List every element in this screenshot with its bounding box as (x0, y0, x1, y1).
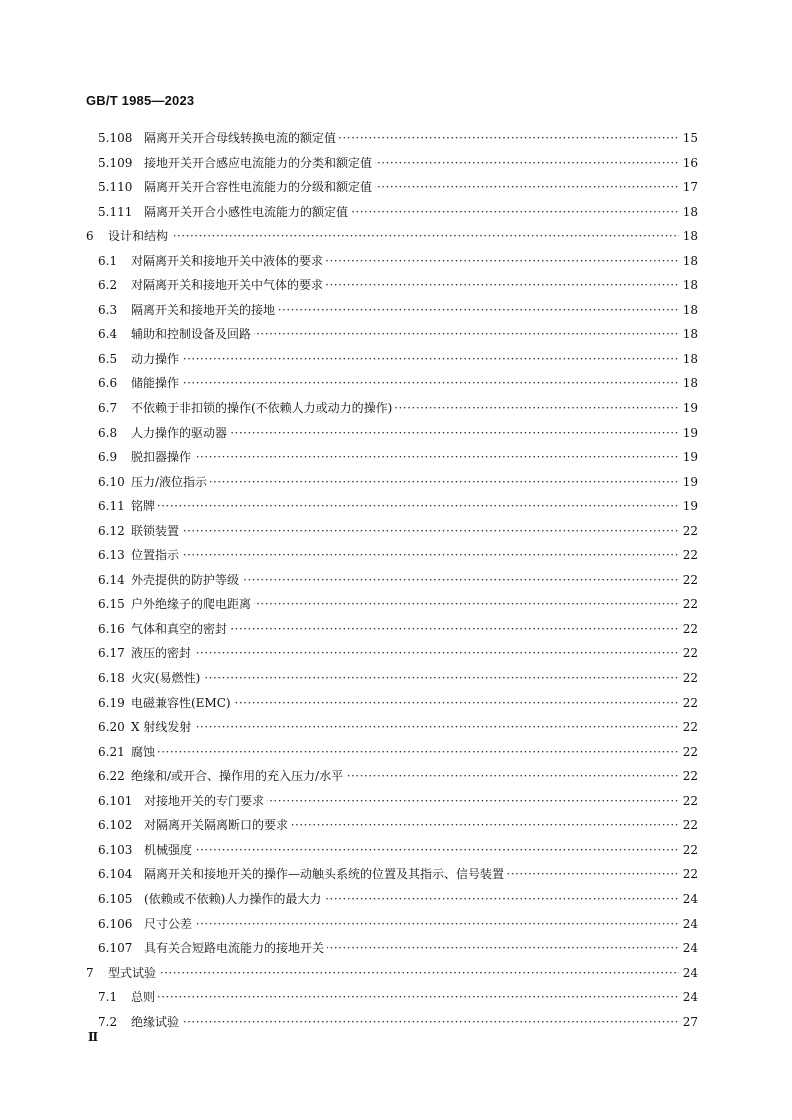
toc-entry-page: 22 (679, 789, 698, 814)
toc-entry-number: 5.110 (98, 180, 133, 195)
toc-entry[interactable] (0, 936, 792, 961)
toc-entry-number: 6.22 (98, 769, 125, 784)
toc-entry-title: 绝缘试验 (131, 1010, 182, 1035)
toc-entry-page: 24 (679, 912, 698, 937)
toc-entry-number: 6.7 (98, 401, 118, 416)
document-header: GB/T 1985—2023 (86, 93, 195, 108)
toc-entry-number: 6.11 (98, 499, 125, 514)
toc-entry[interactable] (0, 1010, 792, 1035)
toc-entry[interactable] (0, 347, 792, 372)
toc-entry-number: 6.6 (98, 376, 118, 391)
toc-entry-page: 22 (679, 617, 698, 642)
toc-entry[interactable] (0, 887, 792, 912)
toc-entry-page: 22 (679, 715, 698, 740)
toc-entry-number: 7 (86, 965, 94, 980)
toc-entry[interactable] (0, 617, 792, 642)
toc-entry-page: 18 (679, 249, 698, 274)
toc-leader-dots (131, 641, 680, 666)
toc-entry-number: 6.9 (98, 450, 118, 465)
toc-entry[interactable] (0, 151, 792, 176)
toc-leader-dots (131, 470, 680, 495)
toc-entry[interactable] (0, 396, 792, 421)
toc-entry-title: 人力操作的驱动器 (131, 421, 230, 446)
toc-entry-title: (依赖或不依赖)人力操作的最大力 (144, 887, 324, 912)
toc-entry-title: 位置指示 (131, 543, 182, 568)
toc-entry-number: 6.18 (98, 671, 125, 686)
toc-entry[interactable] (0, 789, 792, 814)
toc-entry-number: 6.104 (98, 867, 133, 882)
toc-entry-title: 隔离开关开合母线转换电流的额定值 (144, 126, 339, 151)
toc-entry-page: 18 (679, 322, 698, 347)
toc-entry-title: 总则 (131, 985, 158, 1010)
toc-entry-number: 5.108 (98, 131, 133, 145)
toc-entry-page: 22 (679, 641, 698, 666)
toc-entry-number: 6.17 (98, 646, 125, 661)
toc-entry-title: 脱扣器操作 (131, 445, 194, 470)
toc-entry-title: 隔离开关和接地开关的操作—动触头系统的位置及其指示、信号装置 (144, 862, 507, 887)
toc-entry-page: 18 (679, 347, 698, 372)
toc-leader-dots (131, 519, 680, 544)
toc-entry-number: 7.2 (98, 1014, 118, 1029)
toc-entry-page: 18 (679, 298, 698, 323)
toc-leader-dots (131, 494, 680, 519)
toc-entry-title: 设计和结构 (108, 224, 171, 249)
toc-leader-dots (131, 1010, 680, 1035)
toc-entry-page: 19 (679, 396, 698, 421)
toc-entry-page: 22 (679, 813, 698, 838)
toc-entry-page: 22 (679, 568, 698, 593)
toc-entry[interactable] (0, 740, 792, 765)
toc-entry[interactable] (0, 691, 792, 716)
toc-entry-title: 尺寸公差 (144, 912, 195, 937)
toc-entry-page: 22 (679, 666, 698, 691)
toc-entry-title: 对隔离开关隔离断口的要求 (144, 813, 291, 838)
toc-entry-page: 22 (679, 691, 698, 716)
toc-entry-number: 6.16 (98, 621, 125, 636)
toc-entry-page: 24 (679, 887, 698, 912)
toc-entry-number: 6.101 (98, 793, 133, 808)
toc-leader-dots (131, 371, 680, 396)
toc-entry-page: 19 (679, 494, 698, 519)
toc-entry-title: 绝缘和/或开合、操作用的充入压力/水平 (131, 764, 346, 789)
toc-entry[interactable] (0, 470, 792, 495)
toc-entry-title: 接地开关开合感应电流能力的分类和额定值 (144, 151, 375, 176)
toc-entry-number: 6.20 (98, 720, 125, 735)
toc-entry-number: 6.14 (98, 572, 125, 587)
toc-entry-number: 7.1 (98, 990, 118, 1005)
toc-entry-number: 6.21 (98, 744, 125, 759)
toc-entry[interactable] (0, 126, 792, 151)
toc-entry[interactable] (0, 666, 792, 691)
toc-entry-page: 22 (679, 519, 698, 544)
toc-entry-number: 6.5 (98, 351, 118, 366)
toc-entry[interactable] (0, 961, 792, 986)
toc-leader-dots (131, 445, 680, 470)
toc-entry[interactable] (0, 543, 792, 568)
toc-entry-title: 液压的密封 (131, 641, 194, 666)
toc-entry-title: 对隔离开关和接地开关中气体的要求 (131, 273, 326, 298)
toc-entry-title: 对接地开关的专门要求 (144, 789, 267, 814)
toc-entry[interactable] (0, 175, 792, 200)
toc-leader-dots (131, 666, 680, 691)
toc-entry[interactable] (0, 568, 792, 593)
toc-entry-title: 隔离开关开合容性电流能力的分级和额定值 (144, 175, 375, 200)
table-of-contents (0, 126, 792, 1034)
toc-entry-title: 户外绝缘子的爬电距离 (131, 592, 254, 617)
toc-entry-title: 外壳提供的防护等级 (131, 568, 242, 593)
toc-entry[interactable] (0, 298, 792, 323)
toc-leader-dots (144, 912, 680, 937)
toc-entry-number: 6.8 (98, 425, 118, 440)
toc-entry-number: 6.105 (98, 891, 133, 906)
toc-entry-page: 24 (679, 985, 698, 1010)
toc-entry-number: 6.1 (98, 253, 118, 268)
toc-entry-title: 储能操作 (131, 371, 182, 396)
toc-entry-title: 铭牌 (131, 494, 158, 519)
toc-entry-title: 辅助和控制设备及回路 (131, 322, 254, 347)
toc-entry-page: 16 (679, 151, 698, 176)
toc-entry-title: 机械强度 (144, 838, 195, 863)
toc-entry-title: 不依赖于非扣锁的操作(不依赖人力或动力的操作) (131, 396, 395, 421)
toc-entry[interactable] (0, 273, 792, 298)
toc-leader-dots (131, 740, 680, 765)
toc-entry-number: 6.10 (98, 474, 125, 489)
toc-entry-page: 22 (679, 740, 698, 765)
toc-entry[interactable] (0, 912, 792, 937)
toc-entry[interactable] (0, 519, 792, 544)
toc-entry-title: 联锁装置 (131, 519, 182, 544)
toc-entry-page: 18 (679, 371, 698, 396)
toc-entry-page: 22 (679, 543, 698, 568)
toc-entry-page: 18 (679, 273, 698, 298)
toc-entry-page: 22 (679, 838, 698, 863)
toc-entry-page: 24 (679, 961, 698, 986)
toc-entry[interactable] (0, 494, 792, 519)
toc-entry[interactable] (0, 224, 792, 249)
toc-leader-dots (131, 543, 680, 568)
toc-entry-page: 19 (679, 445, 698, 470)
toc-entry-title: 电磁兼容性(EMC) (131, 691, 234, 716)
toc-entry-page: 18 (679, 224, 698, 249)
toc-entry-page: 18 (679, 200, 698, 225)
toc-entry-number: 5.111 (98, 204, 133, 219)
toc-entry-number: 6.102 (98, 818, 133, 833)
toc-entry-page: 22 (679, 592, 698, 617)
toc-leader-dots (108, 961, 680, 986)
toc-leader-dots (131, 715, 680, 740)
toc-entry-number: 6.106 (98, 916, 133, 931)
toc-entry-page: 27 (679, 1010, 698, 1035)
toc-entry-number: 6 (86, 229, 94, 244)
toc-leader-dots (131, 347, 680, 372)
toc-entry-number: 6.3 (98, 302, 118, 317)
toc-entry[interactable] (0, 445, 792, 470)
toc-entry-title: 腐蚀 (131, 740, 158, 765)
toc-entry-number: 6.15 (98, 597, 125, 612)
toc-entry[interactable] (0, 813, 792, 838)
toc-entry-number: 6.4 (98, 327, 118, 342)
toc-entry-number: 6.107 (98, 941, 133, 956)
toc-entry-page: 19 (679, 421, 698, 446)
toc-entry-number: 6.2 (98, 278, 118, 293)
toc-entry-page: 24 (679, 936, 698, 961)
toc-entry-page: 22 (679, 764, 698, 789)
toc-entry[interactable] (0, 592, 792, 617)
toc-entry-page: 22 (679, 862, 698, 887)
toc-leader-dots (144, 838, 680, 863)
toc-leader-dots (108, 224, 680, 249)
toc-entry[interactable] (0, 641, 792, 666)
toc-entry[interactable] (0, 322, 792, 347)
toc-entry[interactable] (0, 200, 792, 225)
toc-entry[interactable] (0, 715, 792, 740)
toc-leader-dots (131, 985, 680, 1010)
toc-entry-number: 6.19 (98, 695, 125, 710)
toc-entry-number: 6.12 (98, 523, 125, 538)
toc-entry-title: 具有关合短路电流能力的接地开关 (144, 936, 327, 961)
toc-entry-title: 动力操作 (131, 347, 182, 372)
page-number: Ⅱ (88, 1030, 99, 1044)
toc-entry-page: 19 (679, 470, 698, 495)
toc-entry-page: 15 (679, 126, 698, 151)
toc-entry-page: 17 (679, 175, 698, 200)
toc-entry[interactable] (0, 249, 792, 274)
toc-entry-number: 6.13 (98, 548, 125, 563)
toc-entry-number: 5.109 (98, 155, 133, 170)
toc-entry-title: 气体和真空的密封 (131, 617, 230, 642)
toc-entry[interactable] (0, 838, 792, 863)
toc-entry-title: 型式试验 (108, 961, 159, 986)
toc-entry[interactable] (0, 421, 792, 446)
toc-entry-title: 压力/液位指示 (131, 470, 210, 495)
toc-entry-title: X 射线发射 (131, 715, 194, 740)
toc-entry[interactable] (0, 764, 792, 789)
toc-entry-title: 火灾(易燃性) (131, 666, 203, 691)
toc-entry[interactable] (0, 985, 792, 1010)
toc-entry-title: 隔离开关开合小感性电流能力的额定值 (144, 200, 351, 225)
toc-entry-title: 隔离开关和接地开关的接地 (131, 298, 278, 323)
toc-entry[interactable] (0, 371, 792, 396)
toc-entry-title: 对隔离开关和接地开关中液体的要求 (131, 249, 326, 274)
toc-entry[interactable] (0, 862, 792, 887)
toc-entry-number: 6.103 (98, 842, 133, 857)
